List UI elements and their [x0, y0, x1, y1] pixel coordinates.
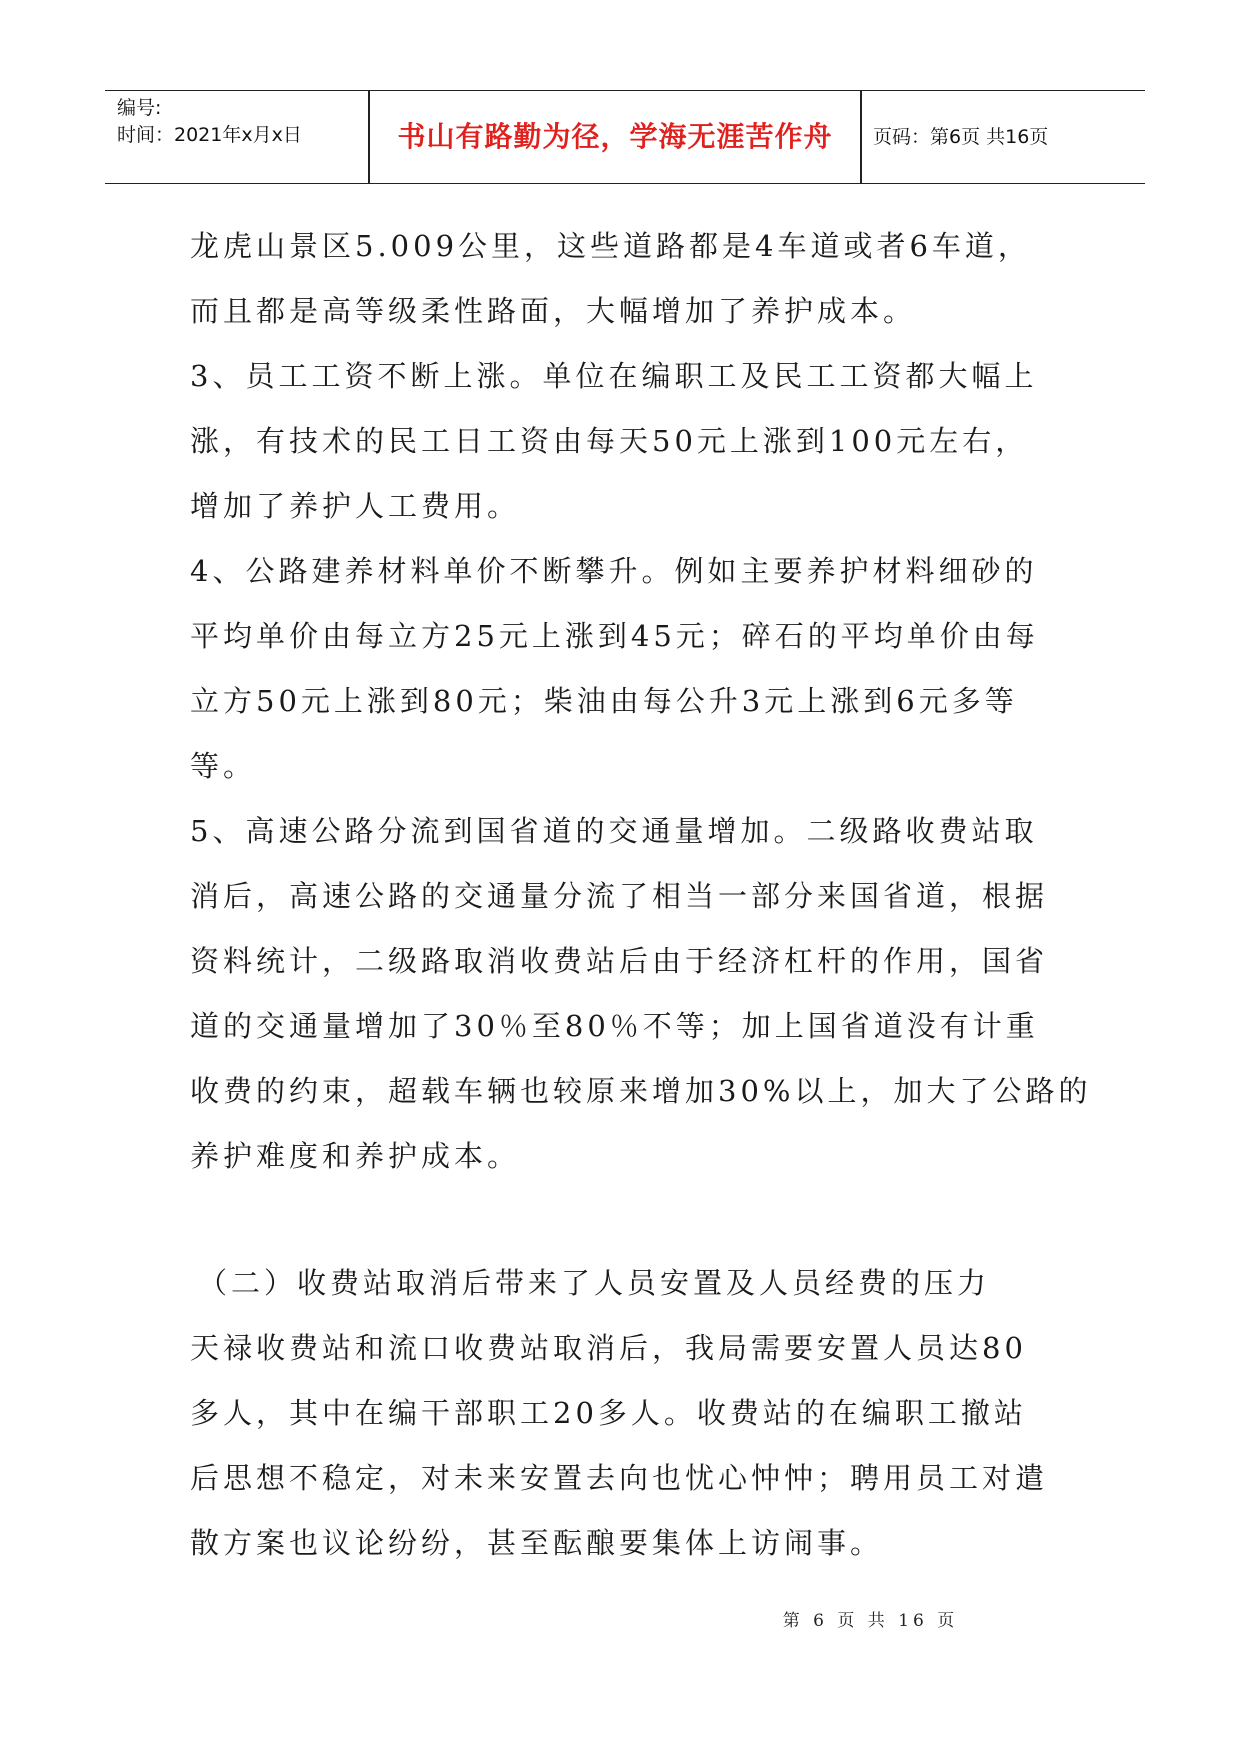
text-line: 道的交通量增加了30％至80％不等；加上国省道没有计重 — [190, 1009, 1039, 1043]
header-page-info: 页码：第6页 共16页 — [873, 126, 1049, 148]
blank-line — [190, 1189, 1090, 1251]
text-line: 3、员工工资不断上涨。单位在编职工及民工工资都大幅上 — [190, 359, 1038, 393]
text-line: 养护难度和养护成本。 — [190, 1139, 521, 1173]
text-line: 涨，有技术的民工日工资由每天50元上涨到100元左右， — [190, 424, 1029, 458]
page-header — [105, 90, 1145, 184]
text-line: 立方50元上涨到80元；柴油由每公升3元上涨到6元多等 — [190, 684, 1018, 718]
section-heading: （二）收费站取消后带来了人员安置及人员经费的压力 — [198, 1266, 991, 1300]
text-line: 增加了养护人工费用。 — [190, 489, 521, 523]
page-footer: 第 6 页 共 16 页 — [782, 1611, 959, 1631]
document-time-label: 时间：2021年x月x日 — [117, 124, 302, 146]
document-number-label: 编号: — [117, 97, 162, 119]
text-line: 4、公路建养材料单价不断攀升。例如主要养护材料细砂的 — [190, 554, 1038, 588]
text-line: 龙虎山景区5.009公里，这些道路都是4车道或者6车道， — [190, 229, 1031, 263]
text-line: 天禄收费站和流口收费站取消后，我局需要安置人员达80 — [190, 1331, 1027, 1365]
text-line: 消后，高速公路的交通量分流了相当一部分来国省道，根据 — [190, 879, 1049, 913]
text-line: 多人，其中在编干部职工20多人。收费站的在编职工撤站 — [190, 1396, 1027, 1430]
text-line: 等。 — [190, 749, 257, 783]
text-line: 收费的约束，超载车辆也较原来增加30%以上，加大了公路的 — [190, 1074, 1092, 1108]
document-body — [190, 214, 1090, 1576]
header-motto: 书山有路勤为径，学海无涯苦作舟 — [397, 120, 833, 153]
text-line: 而且都是高等级柔性路面，大幅增加了养护成本。 — [190, 294, 917, 328]
text-line: 资料统计，二级路取消收费站后由于经济杠杆的作用，国省 — [190, 944, 1049, 978]
text-line: 散方案也议论纷纷，甚至酝酿要集体上访闹事。 — [190, 1526, 884, 1560]
text-line: 平均单价由每立方25元上涨到45元；碎石的平均单价由每 — [190, 619, 1039, 653]
text-line: 5、高速公路分流到国省道的交通量增加。二级路收费站取 — [190, 814, 1038, 848]
text-line: 后思想不稳定，对未来安置去向也忧心忡忡；聘用员工对遣 — [190, 1461, 1049, 1495]
header-divider — [860, 91, 862, 183]
header-meta — [117, 95, 377, 149]
